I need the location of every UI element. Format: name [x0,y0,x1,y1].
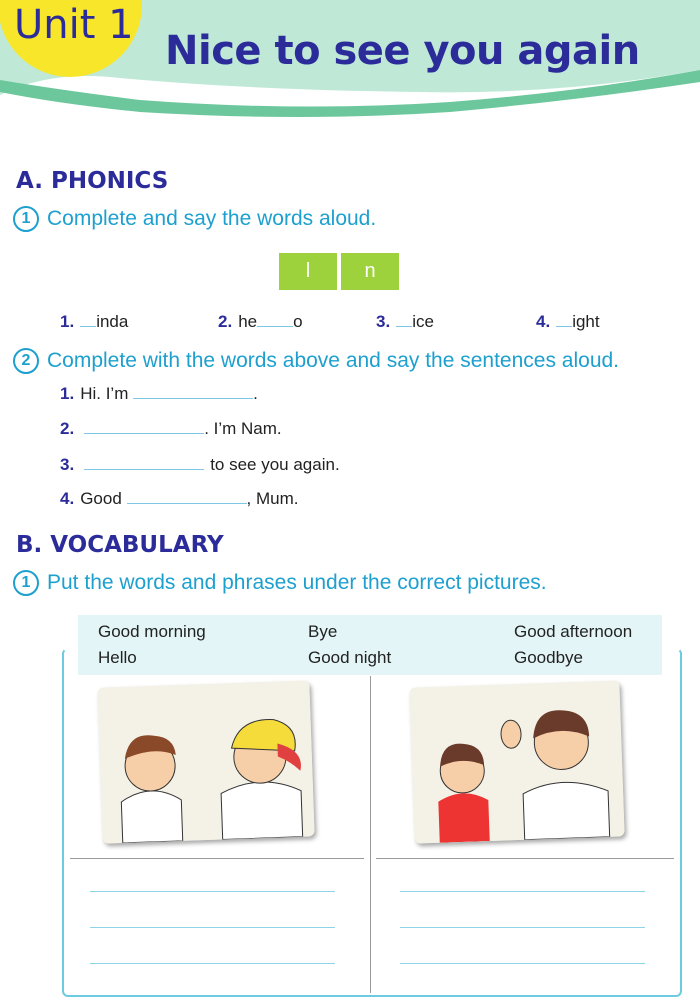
sentence-item: 3. to see you again. [60,455,340,474]
word-bank-item: Good morning [98,622,206,641]
sentence-item: 2. . I’m Nam. [60,419,282,438]
letter-tile: n [341,253,399,290]
answer-line[interactable] [90,963,335,964]
divider-line [376,858,674,859]
phonics-item: 4. ight [536,312,600,331]
blank[interactable] [84,455,204,470]
section-b-heading: B. VOCABULARY [16,532,224,558]
picture-girl-boy-waving [409,680,624,843]
blank[interactable] [396,312,412,327]
blank[interactable] [80,312,96,327]
blank[interactable] [556,312,572,327]
picture-boys-greeting [97,680,314,843]
section-a-heading: A. PHONICS [16,168,169,194]
phonics-item: 1. inda [60,312,129,331]
word-bank-item: Hello [98,648,137,667]
column-divider [370,676,371,993]
blank[interactable] [133,384,253,399]
phonics-item: 3. ice [376,312,434,331]
page-title: Nice to see you again [165,28,640,74]
answer-line[interactable] [400,891,645,892]
exercise-number: 2 [13,348,39,374]
unit-label: Unit 1 [14,2,134,48]
phonics-item: 2. he o [218,312,303,331]
blank[interactable] [127,489,247,504]
exercise-b1-instruction [13,570,547,596]
word-bank-item: Goodbye [514,648,583,667]
sentence-item: 1. Hi. I’m . [60,384,258,403]
exercise-number: 1 [13,206,39,232]
answer-line[interactable] [90,891,335,892]
exercise-a2-instruction [13,348,619,374]
word-bank-item: Bye [308,622,338,641]
sentence-item: 4. Good , Mum. [60,489,299,508]
letter-tile: l [279,253,337,290]
word-bank-item: Good afternoon [514,622,633,641]
exercise-a1-instruction [13,206,376,232]
divider-line [70,858,364,859]
word-bank-item: Good night [308,648,392,667]
exercise-number: 1 [13,570,39,596]
blank[interactable] [84,419,204,434]
answer-line[interactable] [400,963,645,964]
answer-line[interactable] [400,927,645,928]
instruction-text: Put the words and phrases under the correct pictures. [47,571,547,594]
answer-line[interactable] [90,927,335,928]
blank[interactable] [257,312,293,327]
instruction-text: Complete and say the words aloud. [47,207,377,230]
instruction-text: Complete with the words above and say the sentences aloud. [47,349,620,372]
